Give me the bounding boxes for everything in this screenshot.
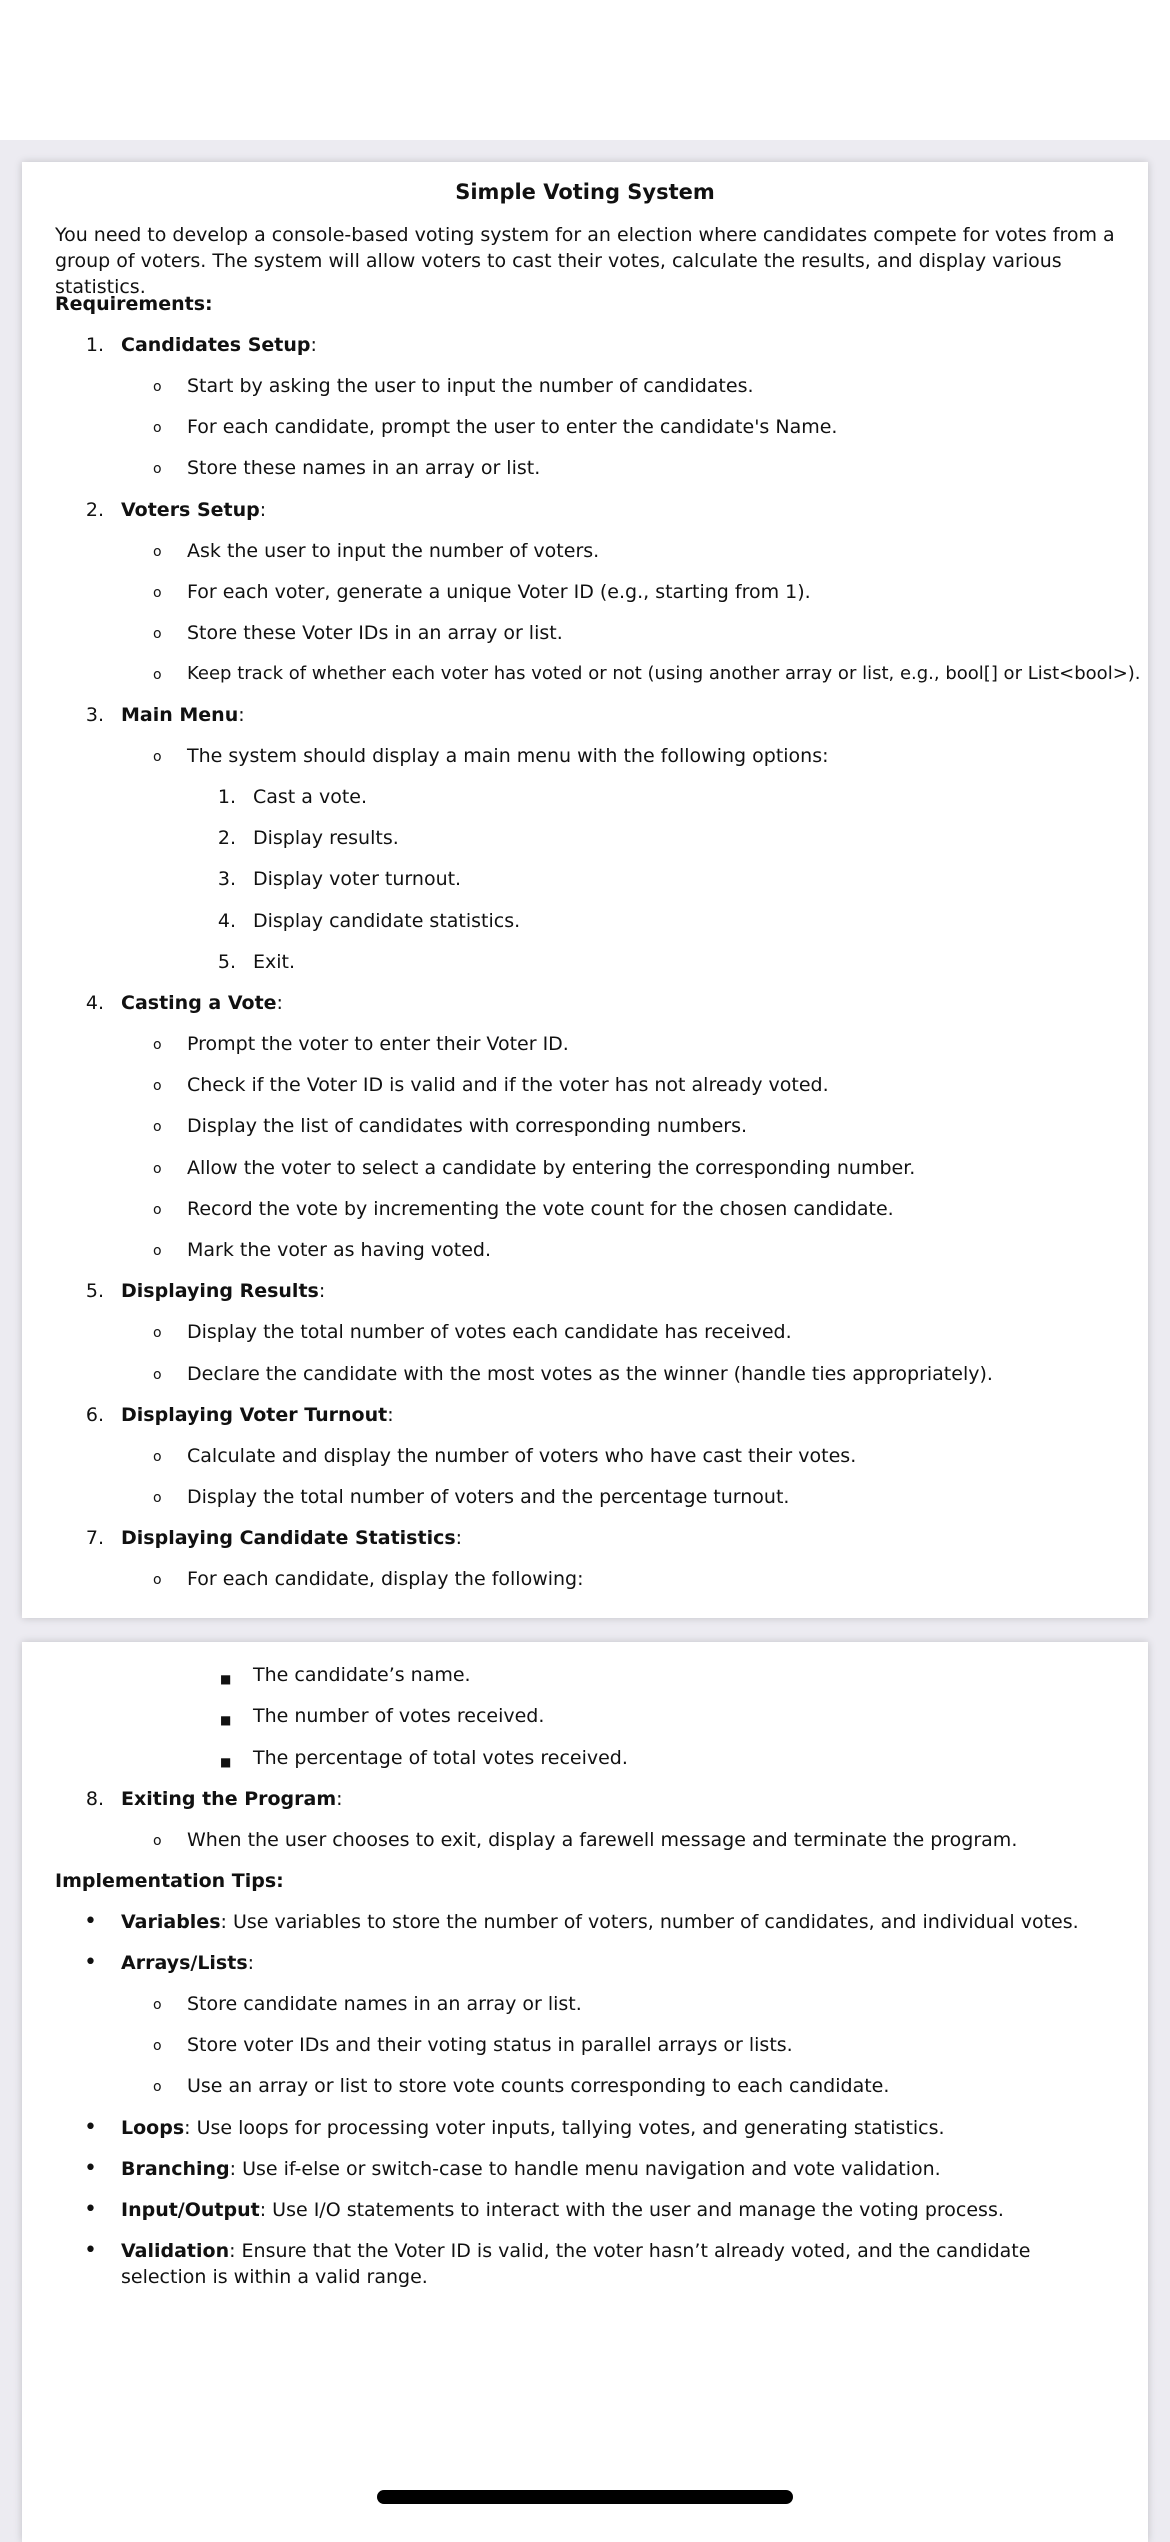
intro-paragraph: You need to develop a console-based voting system for an election where candidates compete for votes from a group of voters. The system will allow voters to cast their votes, calculate the results, and display various statistics.	[55, 224, 1115, 298]
menu-option: Display candidate statistics.	[253, 910, 521, 932]
list-item: Store voter IDs and their voting status in parallel arrays or lists.	[187, 2034, 793, 2056]
section-heading: Displaying Candidate Statistics:	[121, 1527, 463, 1549]
section-heading: Displaying Voter Turnout:	[121, 1404, 394, 1426]
section-heading: Candidates Setup:	[121, 334, 317, 356]
circle-bullet-icon: o	[153, 1449, 162, 1465]
circle-bullet-icon: o	[153, 544, 162, 560]
list-item: Record the vote by incrementing the vote count for the chosen candidate.	[187, 1198, 894, 1220]
option-number: 5.	[217, 951, 236, 973]
requirements-heading: Requirements:	[55, 293, 213, 315]
circle-bullet-icon: o	[153, 1037, 162, 1053]
list-item: Declare the candidate with the most votes as the winner (handle ties appropriately).	[187, 1363, 993, 1385]
option-number: 4.	[217, 910, 236, 932]
circle-bullet-icon: o	[153, 1243, 162, 1259]
section-number: 8.	[85, 1788, 104, 1810]
document-page-1	[22, 162, 1148, 1618]
list-item: The system should display a main menu with the following options:	[187, 745, 829, 767]
square-bullet-icon: ■	[220, 1713, 232, 1727]
list-item: Display the list of candidates with corresponding numbers.	[187, 1115, 748, 1137]
list-subitem: The percentage of total votes received.	[253, 1747, 628, 1769]
menu-option: Exit.	[253, 951, 296, 973]
circle-bullet-icon: o	[153, 626, 162, 642]
list-item: Keep track of whether each voter has voted or not (using another array or list, e.g., bool[] or List<bool>).	[187, 663, 1141, 684]
tip-item: Branching: Use if-else or switch-case to handle menu navigation and vote validation.	[121, 2158, 941, 2180]
tip-item: Variables: Use variables to store the number of voters, number of candidates, and individual votes.	[121, 1911, 1079, 1933]
circle-bullet-icon: o	[153, 1161, 162, 1177]
tip-item: Arrays/Lists:	[121, 1952, 255, 1974]
dot-bullet-icon: •	[84, 2238, 97, 2263]
menu-option: Display results.	[253, 827, 399, 849]
list-item: For each candidate, prompt the user to enter the candidate's Name.	[187, 416, 838, 438]
square-bullet-icon: ■	[220, 1755, 232, 1769]
circle-bullet-icon: o	[153, 667, 162, 683]
menu-option: Cast a vote.	[253, 786, 368, 808]
top-bar	[0, 0, 1170, 140]
list-item: Display the total number of votes each candidate has received.	[187, 1321, 792, 1343]
circle-bullet-icon: o	[153, 2079, 162, 2095]
circle-bullet-icon: o	[153, 379, 162, 395]
option-number: 2.	[217, 827, 236, 849]
option-number: 1.	[217, 786, 236, 808]
list-item: Allow the voter to select a candidate by entering the corresponding number.	[187, 1157, 916, 1179]
list-item: Check if the Voter ID is valid and if the voter has not already voted.	[187, 1074, 829, 1096]
circle-bullet-icon: o	[153, 1119, 162, 1135]
list-subitem: The number of votes received.	[253, 1705, 545, 1727]
circle-bullet-icon: o	[153, 585, 162, 601]
square-bullet-icon: ■	[220, 1672, 232, 1686]
dot-bullet-icon: •	[84, 1950, 97, 1975]
document-title: Simple Voting System	[455, 180, 715, 204]
circle-bullet-icon: o	[153, 1572, 162, 1588]
list-item: Display the total number of voters and the percentage turnout.	[187, 1486, 790, 1508]
section-heading: Casting a Vote:	[121, 992, 283, 1014]
circle-bullet-icon: o	[153, 420, 162, 436]
option-number: 3.	[217, 868, 236, 890]
circle-bullet-icon: o	[153, 461, 162, 477]
section-number: 4.	[85, 992, 104, 1014]
dot-bullet-icon: •	[84, 2115, 97, 2140]
list-item: When the user chooses to exit, display a farewell message and terminate the program.	[187, 1829, 1018, 1851]
list-item: Store these names in an array or list.	[187, 457, 541, 479]
list-subitem: The candidate’s name.	[253, 1664, 471, 1686]
tip-item: Input/Output: Use I/O statements to interact with the user and manage the voting process.	[121, 2199, 1004, 2221]
list-item: Store candidate names in an array or list.	[187, 1993, 582, 2015]
circle-bullet-icon: o	[153, 749, 162, 765]
circle-bullet-icon: o	[153, 1490, 162, 1506]
section-number: 6.	[85, 1404, 104, 1426]
circle-bullet-icon: o	[153, 2038, 162, 2054]
tip-item: Validation: Ensure that the Voter ID is valid, the voter hasn’t already voted, and the candidate selection is within a valid range.	[121, 2240, 1031, 2288]
dot-bullet-icon: •	[84, 1909, 97, 1934]
dot-bullet-icon: •	[84, 2156, 97, 2181]
tip-item: Loops: Use loops for processing voter inputs, tallying votes, and generating statistics.	[121, 2117, 945, 2139]
circle-bullet-icon: o	[153, 1833, 162, 1849]
section-number: 7.	[85, 1527, 104, 1549]
circle-bullet-icon: o	[153, 1078, 162, 1094]
tips-heading: Implementation Tips:	[55, 1870, 284, 1892]
section-number: 3.	[85, 704, 104, 726]
section-heading: Displaying Results:	[121, 1280, 326, 1302]
circle-bullet-icon: o	[153, 1325, 162, 1341]
dot-bullet-icon: •	[84, 2197, 97, 2222]
list-item: Prompt the voter to enter their Voter ID.	[187, 1033, 569, 1055]
circle-bullet-icon: o	[153, 1202, 162, 1218]
list-item: For each voter, generate a unique Voter ID (e.g., starting from 1).	[187, 581, 811, 603]
list-item: Start by asking the user to input the number of candidates.	[187, 375, 754, 397]
section-number: 2.	[85, 499, 104, 521]
menu-option: Display voter turnout.	[253, 868, 462, 890]
circle-bullet-icon: o	[153, 1997, 162, 2013]
section-number: 1.	[85, 334, 104, 356]
list-item: Ask the user to input the number of voters.	[187, 540, 600, 562]
section-heading: Voters Setup:	[121, 499, 267, 521]
section-heading: Main Menu:	[121, 704, 245, 726]
document-page-2	[22, 1642, 1148, 2542]
circle-bullet-icon: o	[153, 1367, 162, 1383]
home-indicator[interactable]	[377, 2490, 793, 2504]
section-number: 5.	[85, 1280, 104, 1302]
section-heading: Exiting the Program:	[121, 1788, 343, 1810]
list-item: Mark the voter as having voted.	[187, 1239, 492, 1261]
list-item: Store these Voter IDs in an array or list.	[187, 622, 563, 644]
list-item: Calculate and display the number of voters who have cast their votes.	[187, 1445, 857, 1467]
list-item: For each candidate, display the following:	[187, 1568, 584, 1590]
list-item: Use an array or list to store vote counts corresponding to each candidate.	[187, 2075, 890, 2097]
